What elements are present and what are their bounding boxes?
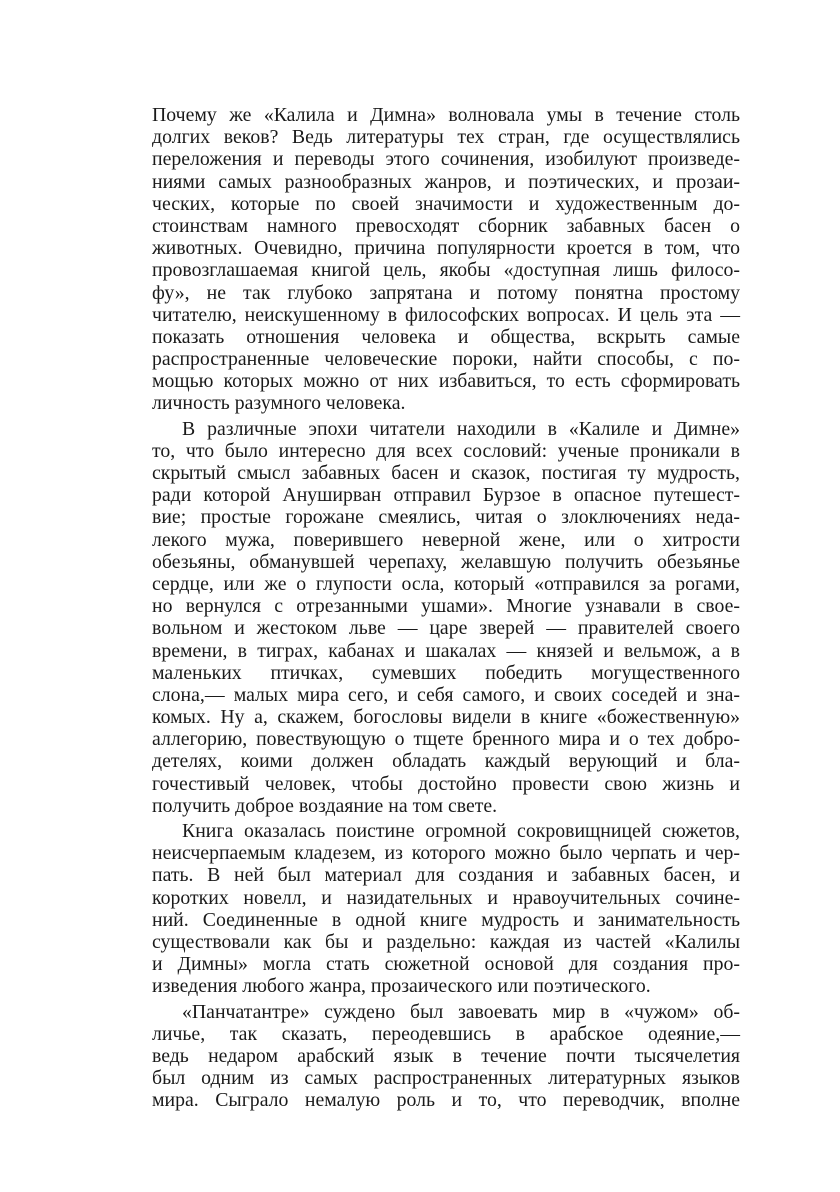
text-line: комых. Ну а, скажем, богословы видели в книге «божественную» — [152, 706, 740, 729]
text-line: вольном и жестоком льве — царе зверей — правителей своего — [152, 617, 740, 640]
text-line: и Димны» могла стать сюжетной основой для создания про- — [152, 953, 740, 976]
text-line: скрытый смысл забавных басен и сказок, постигая ту мудрость, — [152, 462, 740, 484]
paragraph — [152, 820, 740, 998]
text-line: мира. Сыграло немалую роль и то, что переводчик, вполне — [152, 1089, 740, 1112]
text-line: В различные эпохи читатели находили в «Калиле и Димне» — [182, 417, 740, 440]
text-line: был одним из самых распространенных литературных языков — [152, 1067, 740, 1090]
text-line: коротких новелл, и назидательных и нравоучительных сочине- — [152, 886, 740, 909]
text-line: «Панчатантре» суждено был завоевать мир в «чужом» об- — [182, 1000, 740, 1023]
text-line: стоинствам намного превосходят сборник забавных басен о — [152, 214, 740, 237]
text-line: провозглашаемая книгой цель, якобы «доступная лишь филосо- — [152, 259, 740, 282]
text-line: слона,— малых мира сего, и себя самого, и своих соседей и зна- — [152, 683, 740, 706]
text-line: мощью которых можно от них избавиться, то есть сформировать — [152, 370, 740, 393]
text-line: долгих веков? Ведь литературы тех стран, где осуществлялись — [152, 126, 740, 149]
text-line: читателю, неискушенному в философских вопросах. И цель эта — — [152, 303, 740, 326]
text-line: показать отношения человека и общества, вскрыть самые — [152, 325, 740, 348]
text-line: ведь недаром арабский язык в течение почти тысячелетия — [152, 1044, 740, 1067]
text-line: фу», не так глубоко запрятана и потому понятна простому — [152, 281, 740, 304]
text-line: но вернулся с отрезанными ушами». Многие узнавали в свое- — [152, 595, 740, 618]
text-line: существовали как бы и раздельно: каждая из частей «Калилы — [152, 930, 740, 953]
text-line: сердце, или же о глупости осла, который «отправился за рогами, — [152, 572, 740, 595]
text-line: получить доброе воздаяние на том свете. — [152, 794, 498, 817]
text-line: лекого мужа, поверившего неверной жене, или о хитрости — [152, 528, 740, 551]
paragraph — [152, 418, 740, 817]
text-line: животных. Очевидно, причина популярности кроется в том, что — [152, 237, 740, 260]
text-line: времени, в тиграх, кабанах и шакалах — князей и вельмож, а в — [152, 639, 740, 662]
text-line: то, что было интересно для всех сословий: ученые проникали в — [152, 439, 740, 462]
text-line: пать. В ней был материал для создания и забавных басен, и — [152, 864, 740, 887]
text-line: ради которой Ануширван отправил Бурзое в опасное путешест- — [152, 484, 740, 507]
text-line: ческих, которые по своей значимости и художественным до- — [152, 192, 740, 215]
text-line: Почему же «Калила и Димна» волновала умы в течение столь — [152, 104, 740, 126]
paragraph — [152, 1001, 740, 1112]
text-line: детелях, коими должен обладать каждый верующий и бла- — [152, 750, 740, 773]
text-line: личность разумного человека. — [152, 392, 406, 415]
paragraph — [152, 104, 740, 415]
text-line: неисчерпаемым кладезем, из которого можно было черпать и чер- — [152, 842, 740, 865]
text-line: переложения и переводы этого сочинения, изобилуют произведе- — [152, 148, 740, 171]
text-line: личье, так сказать, переодевшись в арабское одеяние,— — [152, 1022, 740, 1045]
text-line: ниями самых разнообразных жанров, и поэтических, и прозаи- — [152, 170, 740, 193]
text-line: изведения любого жанра, прозаического или поэтического. — [152, 975, 651, 998]
text-line: распространенные человеческие пороки, найти способы, с по- — [152, 348, 740, 371]
text-line: вие; простые горожане смеялись, читая о злоключениях неда- — [152, 506, 740, 529]
text-line: гочестивый человек, чтобы достойно провести свою жизнь и — [152, 772, 740, 795]
text-line: маленьких птичках, сумевших победить могущественного — [152, 661, 740, 684]
text-line: ний. Соединенные в одной книге мудрость и занимательность — [152, 908, 740, 931]
text-line: обезьяны, обманувшей черепаху, желавшую получить обезьянье — [152, 550, 740, 573]
text-block — [152, 104, 740, 1111]
text-line: аллегорию, повествующую о тщете бренного мира и о тех добро- — [152, 728, 740, 751]
text-line: Книга оказалась поистине огромной сокровищницей сюжетов, — [182, 820, 740, 842]
